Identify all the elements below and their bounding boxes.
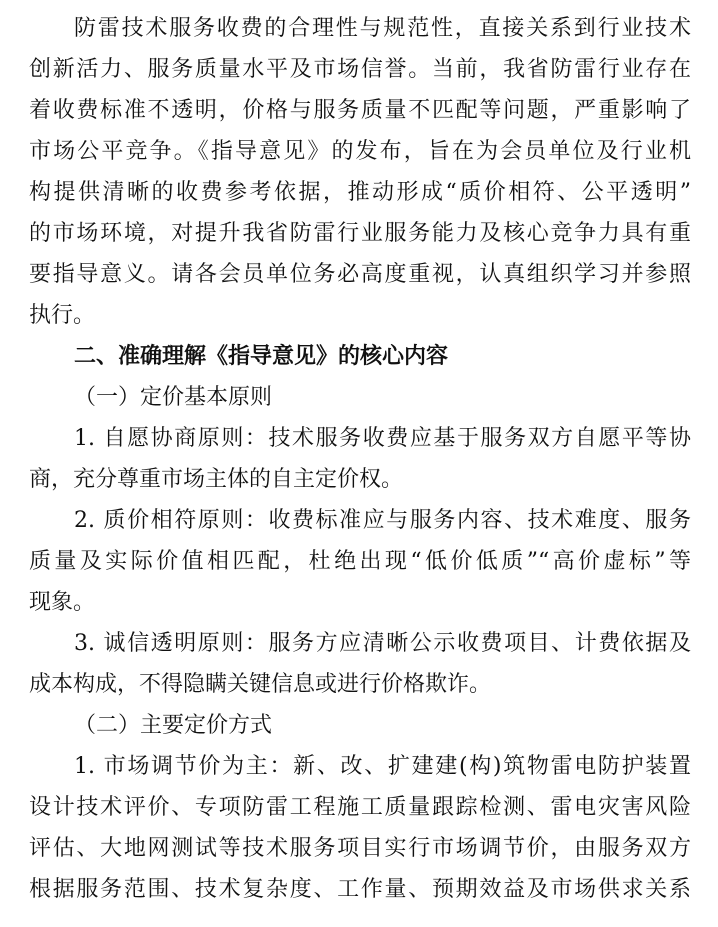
paragraph-line: 现象。 [29,590,96,615]
paragraph-line: 成本构成，不得隐瞒关键信息或进行价格欺诈。 [29,672,492,697]
paragraph-line: 创新活力、服务质量水平及市场信誉。当前，我省防雷行业存在 [29,57,691,82]
paragraph-line: 防雷技术服务收费的合理性与规范性，直接关系到行业技术 [74,16,691,41]
paragraph-line: 3. 诚信透明原则：服务方应清晰公示收费项目、计费依据及 [74,631,691,656]
paragraph-line: 的市场环境，对提升我省防雷行业服务能力及核心竞争力具有重 [29,221,691,246]
paragraph-line: 设计技术评价、专项防雷工程施工质量跟踪检测、雷电灾害风险 [29,795,691,820]
paragraph-line: 1. 自愿协商原则：技术服务收费应基于服务双方自愿平等协 [74,426,691,451]
subsection-heading: （二）主要定价方式 [74,713,273,738]
paragraph-line: 着收费标准不透明，价格与服务质量不匹配等问题，严重影响了 [29,98,691,123]
section-heading: 二、准确理解《指导意见》的核心内容 [74,344,449,369]
paragraph-line: 商，充分尊重市场主体的自主定价权。 [29,467,404,492]
paragraph-line: 2. 质价相符原则：收费标准应与服务内容、技术难度、服务 [74,508,691,533]
paragraph-line: 构提供清晰的收费参考依据，推动形成“质价相符、公平透明” [29,180,691,205]
paragraph-line: 1. 市场调节价为主：新、改、扩建建(构)筑物雷电防护装置 [74,754,691,779]
subsection-heading: （一）定价基本原则 [74,385,273,410]
paragraph-line: 执行。 [29,303,96,328]
paragraph-line: 根据服务范围、技术复杂度、工作量、预期效益及市场供求关系 [29,877,691,902]
paragraph-line: 市场公平竞争。《指导意见》的发布，旨在为会员单位及行业机 [29,139,691,164]
paragraph-line: 要指导意义。请各会员单位务必高度重视，认真组织学习并参照 [29,262,691,287]
paragraph-line: 评估、大地网测试等技术服务项目实行市场调节价，由服务双方 [29,836,691,861]
paragraph-line: 质量及实际价值相匹配，杜绝出现“低价低质”“高价虚标”等 [29,549,691,574]
